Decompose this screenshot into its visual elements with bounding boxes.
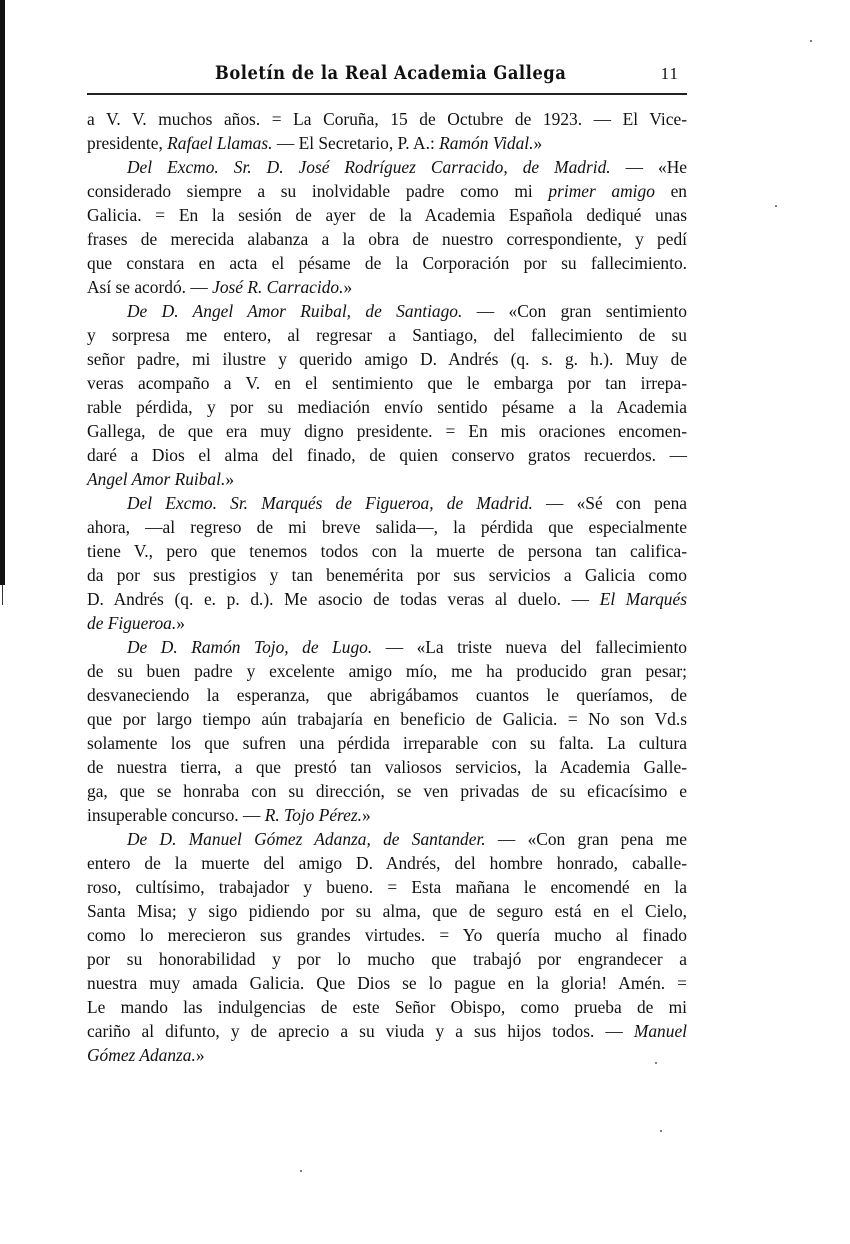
text-span: solamente los que sufren una pérdida irreparable con su falta. La cultura (87, 733, 687, 753)
text-span: que por largo tiempo aún trabajaría en beneficio de Galicia. = No son Vd.s (87, 709, 687, 729)
text-line (87, 995, 687, 1019)
text-span: veras acompaño a V. en el sentimiento que le embarga por tan irrepa- (87, 373, 687, 393)
text-line (87, 203, 687, 227)
running-head (87, 60, 687, 90)
text-span: D. Andrés (q. e. p. d.). Me asocio de todas veras al duelo. — (87, 589, 600, 609)
scan-speck (300, 1170, 302, 1172)
text-span: » (362, 805, 371, 825)
text-span: » (176, 613, 185, 633)
scan-speck (775, 205, 777, 207)
text-line (87, 875, 687, 899)
text-span: — «Con gran sentimiento (462, 301, 687, 321)
scan-speck (810, 40, 812, 42)
text-line (87, 947, 687, 971)
text-span: insuperable concurso. — (87, 805, 265, 825)
italic-text: De D. Angel Amor Ruibal, de Santiago. (127, 301, 463, 321)
text-span: y sorpresa me entero, al regresar a Santiago, del fallecimiento de su (87, 325, 687, 345)
text-line (87, 731, 687, 755)
italic-text: José R. Carracido. (212, 277, 344, 297)
text-line (87, 131, 687, 155)
italic-text: Rafael Llamas. (167, 133, 273, 153)
text-span: roso, cultísimo, trabajador y bueno. = Esta mañana le encomendé en la (87, 877, 687, 897)
text-line (87, 539, 687, 563)
text-line (87, 419, 687, 443)
italic-text: Angel Amor Ruibal. (87, 469, 226, 489)
text-span: nuestra muy amada Galicia. Que Dios se lo pague en la gloria! Amén. = (87, 973, 687, 993)
text-line (87, 323, 687, 347)
paragraph-first-line (87, 635, 687, 659)
text-line (87, 179, 687, 203)
text-span: de nuestra tierra, a que prestó tan valiosos servicios, la Academia Galle- (87, 757, 687, 777)
paragraph-first-line (87, 491, 687, 515)
text-line (87, 851, 687, 875)
text-span: » (195, 1045, 205, 1065)
italic-text: de Figueroa. (87, 613, 177, 633)
text-span: entero de la muerte del amigo D. Andrés, del hombre honrado, caballe- (87, 853, 687, 873)
text-span: desvaneciendo la esperanza, que abrigábamos cuantos le queríamos, de (87, 685, 687, 705)
text-span: — El Secretario, P. A.: (272, 133, 440, 153)
text-line (87, 779, 687, 803)
text-line (87, 659, 687, 683)
text-span: — «Sé con pena (532, 493, 687, 513)
text-line (87, 563, 687, 587)
text-line (87, 227, 687, 251)
text-span: Gallega, de que era muy digno presidente. = En mis oraciones encomen- (87, 421, 687, 441)
text-line (87, 803, 687, 827)
text-span: » (343, 277, 353, 297)
text-line (87, 587, 687, 611)
text-span: daré a Dios el alma del finado, de quien conservo gratos recuerdos. — (87, 445, 687, 465)
italic-text: De D. Manuel Gómez Adanza, de Santander. (127, 829, 486, 849)
text-span: da por sus prestigios y tan benemérita por sus servicios a Galicia como (87, 565, 687, 585)
text-line (87, 347, 687, 371)
text-line (87, 1019, 687, 1043)
italic-text: R. Tojo Pérez. (264, 805, 362, 825)
text-span: presidente, (87, 133, 168, 153)
text-line (87, 395, 687, 419)
italic-text: Del Excmo. Sr. Marqués de Figueroa, de Madrid. (127, 493, 533, 513)
text-line (87, 1043, 687, 1067)
text-span: » (225, 469, 235, 489)
text-span: como lo merecieron sus grandes virtudes. = Yo quería mucho al finado (87, 925, 687, 945)
text-span: » (533, 133, 543, 153)
text-span: considerado siempre a su inolvidable padre como mi (87, 181, 549, 201)
scan-speck (655, 1062, 657, 1064)
text-span: — «He (610, 157, 688, 177)
text-line (87, 899, 687, 923)
text-span: de su buen padre y excelente amigo mío, me ha producido gran pesar; (87, 661, 687, 681)
text-span: Galicia. = En la sesión de ayer de la Academia Española dediqué unas (87, 205, 687, 225)
text-span: ga, que se honraba con su dirección, se ven privadas de su eficacísimo e (87, 781, 687, 801)
paragraph-first-line (87, 155, 687, 179)
italic-text: El Marqués (599, 589, 687, 609)
italic-text: Del Excmo. Sr. D. José Rodríguez Carracido, de Madrid. (127, 157, 611, 177)
text-span: — «La triste nueva del fallecimiento (372, 637, 687, 657)
text-span: Santa Misa; y sigo pidiendo por su alma, que de seguro está en el Cielo, (87, 901, 687, 921)
italic-text: Ramón Vidal. (439, 133, 534, 153)
italic-text: De D. Ramón Tojo, de Lugo. (127, 637, 373, 657)
text-line (87, 923, 687, 947)
text-line (87, 755, 687, 779)
text-span: Le mando las indulgencias de este Señor Obispo, como prueba de mi (87, 997, 687, 1017)
text-span: rable pérdida, y por su mediación envío sentido pésame a la Academia (87, 397, 687, 417)
text-line (87, 683, 687, 707)
scan-border-tail (2, 585, 3, 605)
text-line (87, 515, 687, 539)
italic-text: Gómez Adanza. (87, 1045, 196, 1065)
text-span: a V. V. muchos años. = La Coruña, 15 de Octubre de 1923. — El Vice- (87, 109, 687, 129)
text-span: Así se acordó. — (87, 277, 213, 297)
italic-text: primer amigo (548, 181, 655, 201)
header-rule (87, 93, 687, 95)
text-line (87, 971, 687, 995)
text-line (87, 251, 687, 275)
text-line (87, 707, 687, 731)
body-text (87, 107, 687, 1067)
text-span: ahora, —al regreso de mi breve salida—, la pérdida que especialmente (87, 517, 687, 537)
scan-border (0, 0, 5, 585)
text-span: cariño al difunto, y de aprecio a su viuda y a sus hijos todos. — (87, 1021, 634, 1041)
text-span: en (654, 181, 687, 201)
text-span: tiene V., pero que tenemos todos con la muerte de persona tan califica- (87, 541, 687, 561)
paragraph-first-line (87, 299, 687, 323)
text-line (87, 467, 687, 491)
text-span: — «Con gran pena me (485, 829, 687, 849)
text-span: que constara en acta el pésame de la Corporación por su fallecimiento. (87, 253, 687, 273)
page-number: 11 (660, 64, 679, 83)
text-line (87, 611, 687, 635)
text-line (87, 275, 687, 299)
scan-speck (660, 1130, 662, 1132)
text-span: por su honorabilidad y por lo mucho que trabajó por engrandecer a (87, 949, 687, 969)
italic-text: Manuel (633, 1021, 687, 1041)
text-span: frases de merecida alabanza a la obra de nuestro correspondiente, y pedí (87, 229, 687, 249)
running-title: Boletín de la Real Academia Gallega (215, 62, 567, 84)
text-line (87, 107, 687, 131)
paragraph-first-line (87, 827, 687, 851)
text-line (87, 443, 687, 467)
text-span: señor padre, mi ilustre y querido amigo D. Andrés (q. s. g. h.). Muy de (87, 349, 687, 369)
text-line (87, 371, 687, 395)
